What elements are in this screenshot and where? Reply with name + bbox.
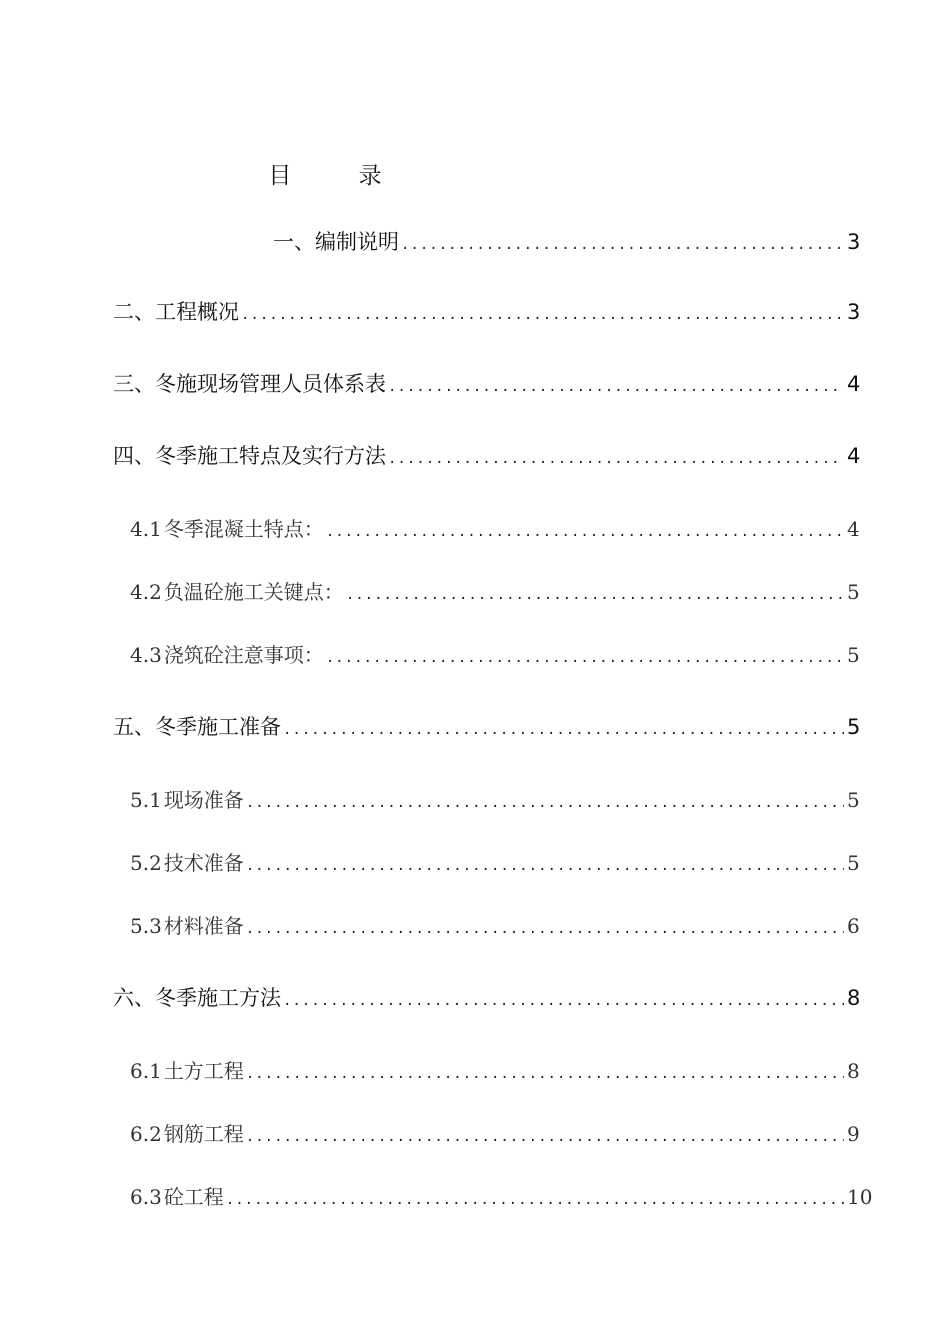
toc-entry-number: 4.3 [130, 643, 162, 667]
toc-entry-6-3[interactable] [130, 1181, 873, 1211]
toc-entry-page: 10 [847, 1185, 873, 1209]
toc-entry-page: 8 [847, 986, 861, 1010]
dot-leader [388, 379, 844, 395]
toc-entry-number: 二、 [113, 300, 155, 324]
dot-leader [326, 650, 844, 666]
toc-entry-label: 负温砼施工关键点： [163, 580, 344, 604]
dot-leader [226, 1192, 844, 1208]
toc-entry-2[interactable] [113, 296, 859, 326]
toc-entry-page: 5 [847, 643, 860, 667]
toc-entry-4-2[interactable] [130, 576, 859, 606]
toc-entry-page: 3 [847, 230, 861, 254]
toc-entry-label: 冬季混凝土特点： [163, 517, 324, 541]
toc-entry-number: 三、 [113, 372, 155, 396]
toc-entry-number: 5.2 [130, 851, 162, 875]
toc-entry-page: 4 [847, 372, 861, 396]
toc-entry-page: 5 [847, 580, 860, 604]
dot-leader [246, 858, 844, 874]
toc-entry-5-1[interactable] [130, 784, 859, 814]
toc-entry-number: 一、 [273, 230, 315, 254]
toc-entry-label: 冬施现场管理人员体系表 [155, 372, 386, 396]
toc-entry-6-2[interactable] [130, 1118, 859, 1148]
toc-entry-number: 6.1 [130, 1059, 162, 1083]
toc-entry-5-2[interactable] [130, 847, 859, 877]
toc-entry-label: 钢筋工程 [163, 1122, 244, 1146]
toc-entry-label: 编制说明 [315, 230, 399, 254]
dot-leader [241, 307, 844, 323]
toc-entry-number: 5.1 [130, 788, 162, 812]
toc-entry-number: 5.3 [130, 914, 162, 938]
toc-entry-label: 技术准备 [163, 851, 244, 875]
toc-entry-page: 4 [847, 517, 860, 541]
dot-leader [246, 1129, 844, 1145]
toc-entry-4[interactable] [113, 440, 859, 470]
toc-entry-number: 6.3 [130, 1185, 162, 1209]
toc-entry-number: 6.2 [130, 1122, 162, 1146]
toc-entry-1[interactable] [273, 226, 859, 256]
dot-leader [283, 722, 844, 738]
dot-leader [283, 993, 844, 1009]
toc-entry-label: 浇筑砼注意事项： [163, 643, 324, 667]
toc-entry-label: 工程概况 [155, 300, 239, 324]
toc-entry-page: 5 [847, 715, 861, 739]
toc-entry-number: 六、 [113, 986, 155, 1010]
toc-entry-label: 冬季施工准备 [155, 715, 281, 739]
page-title: 目 录 [268, 163, 412, 189]
dot-leader [246, 795, 844, 811]
toc-entry-4-3[interactable] [130, 639, 859, 669]
toc-entry-label: 土方工程 [163, 1059, 244, 1083]
dot-leader [246, 1066, 844, 1082]
toc-entry-number: 四、 [113, 444, 155, 468]
toc-entry-number: 五、 [113, 715, 155, 739]
dot-leader [326, 524, 844, 540]
toc-entry-page: 5 [847, 851, 860, 875]
toc-entry-label: 砼工程 [163, 1185, 224, 1209]
dot-leader [346, 587, 844, 603]
dot-leader [401, 237, 844, 253]
dot-leader [388, 451, 844, 467]
toc-entry-label: 材料准备 [163, 914, 244, 938]
toc-entry-6-1[interactable] [130, 1055, 859, 1085]
toc-entry-4-1[interactable] [130, 513, 859, 543]
toc-entry-5[interactable] [113, 711, 859, 741]
toc-entry-page: 3 [847, 300, 861, 324]
toc-entry-page: 8 [847, 1059, 860, 1083]
toc-entry-3[interactable] [113, 368, 859, 398]
toc-entry-page: 9 [847, 1122, 860, 1146]
dot-leader [246, 921, 844, 937]
toc-entry-number: 4.2 [130, 580, 162, 604]
toc-entry-page: 4 [847, 444, 861, 468]
toc-entry-label: 现场准备 [163, 788, 244, 812]
toc-entry-label: 冬季施工方法 [155, 986, 281, 1010]
toc-entry-page: 6 [847, 914, 860, 938]
toc-entry-number: 4.1 [130, 517, 162, 541]
toc-entry-5-3[interactable] [130, 910, 859, 940]
toc-entry-page: 5 [847, 788, 860, 812]
toc-entry-6[interactable] [113, 982, 859, 1012]
toc-entry-label: 冬季施工特点及实行方法 [155, 444, 386, 468]
